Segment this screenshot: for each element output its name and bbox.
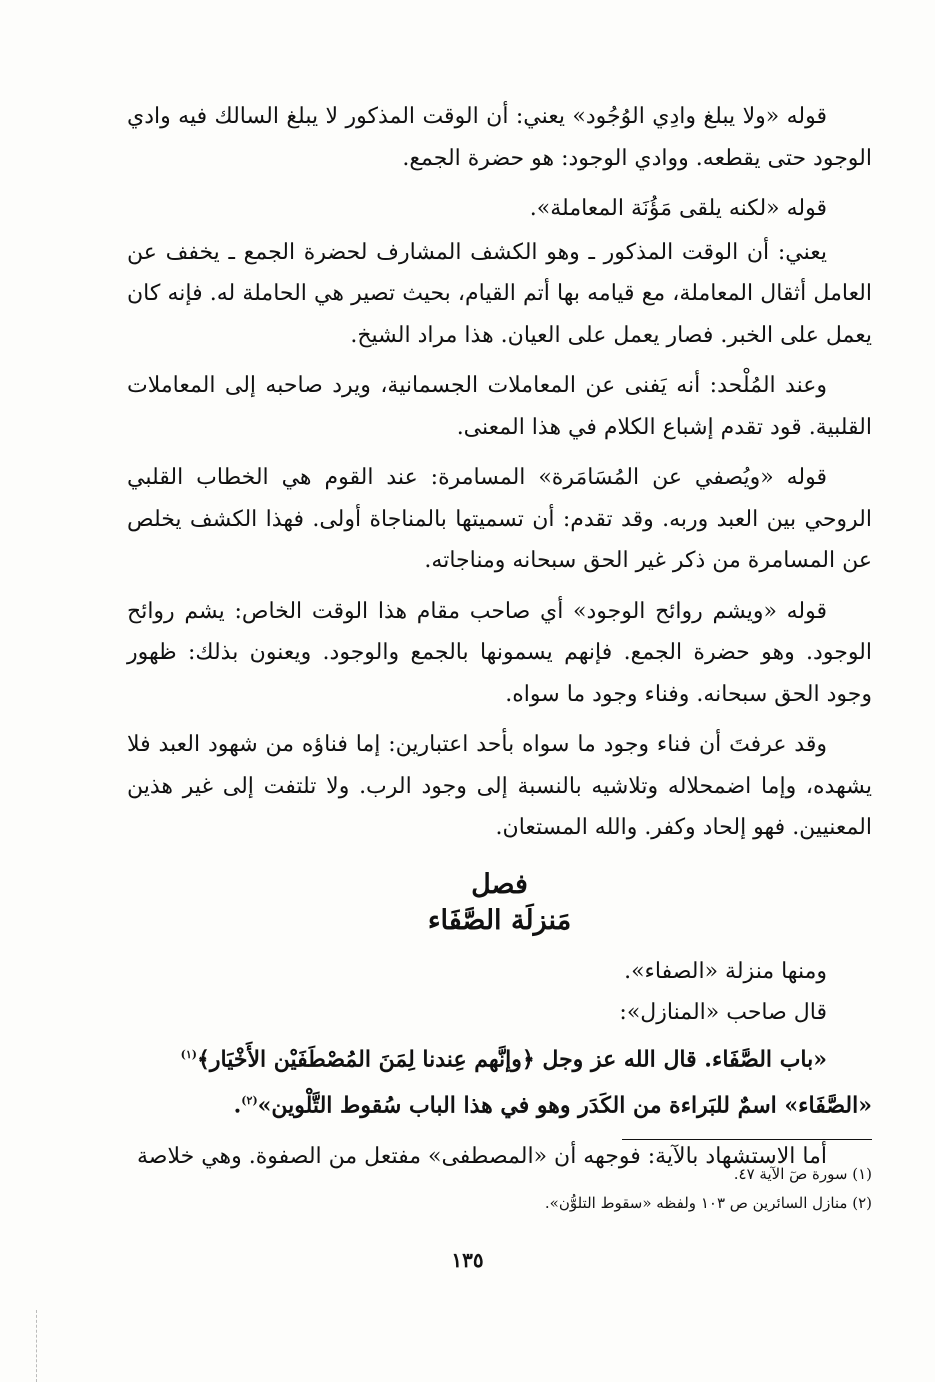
footnote-marker: (١) [180,1047,197,1061]
paragraph: وقد عرفتَ أن فناء وجود ما سواه بأحد اعتبارين: إما فناؤه من شهود العبد فلا يشهده، وإما اضمحلاله وتلاشيه بالنسبة إلى وجود الرب. ولا تلتفت إلى غير هذين المعنيين. فهو إلحاد وكفر. والله المستعان. [127,732,872,840]
paragraph: قوله «ويُصفي عن المُسَامَرة» المسامرة: عند القوم هي الخطاب القلبي الروحي بين العبد وربه. وقد تقدم: أن تسميتها بالمناجاة أولى. فهذا الكشف يخلص عن المسامرة من ذكر غير الحق سبحانه ومناجاته. [127,465,872,573]
footnote-marker: (٢) [241,1094,258,1108]
footnote-divider [622,1139,872,1140]
quoted-text [127,1080,872,1127]
quote-text: «الصَّفَاء» اسمٌ للبَراءة من الكَدَر وهو في هذا الباب سُقوط التَّلْوين» [257,1092,872,1119]
text-line: قال صاحب «المنازل»: [619,1000,827,1025]
main-text [127,96,872,1187]
chapter-label: فصل [471,868,528,900]
footnote: (١) سورة صٓ الآية ٤٧. [733,1165,872,1183]
chapter-heading [127,867,872,939]
paragraph: يعني: أن الوقت المذكور ـ وهو الكشف المشارف لحضرة الجمع ـ يخفف عن العامل أثقال المعاملة، مع قيامه بها أتم القيام، بحيث تصير هي الحاملة له. فإنه كان يعمل على الخبر. فصار يعمل على العيان. هذا مراد الشيخ. [127,239,872,348]
paragraph: قوله «ولا يبلغ وادِي الوُجُود» يعني: أن الوقت المذكور لا يبلغ السالك فيه وادي الوجود حتى يقطعه. ووادي الوجود: هو حضرة الجمع. [127,104,872,171]
text-line: ومنها منزلة «الصفاء». [624,958,827,984]
paragraph: وعند المُلْحد: أنه يَفنى عن المعاملات الجسمانية، ويرد صاحبه إلى المعاملات القلبية. قود تقدم إشباع الكلام في هذا المعنى. [127,373,872,440]
quoted-text [127,1034,872,1081]
scan-edge [36,1310,38,1382]
page-number: ١٣٥ [451,1248,484,1272]
quote-end: . [233,1092,242,1119]
footnotes [127,1160,872,1218]
paragraph: قوله «ويشم روائح الوجود» أي صاحب مقام هذا الوقت الخاص: يشم روائح الوجود. وهو حضرة الجمع. فإنهم يسمونها بالجمع والوجود. ويعنون بذلك: ظهور وجود الحق سبحانه. وفناء وجود ما سواه. [127,598,872,707]
paragraph: أما الاستشهاد بالآية: فوجهه أن «المصطفى» مفتعل من الصفوة. وهي خلاصة [137,1144,827,1170]
quote-text: «باب الصَّفَاء. قال الله عز وجل ﴿وإنَّهم عِندنا لِمَنَ المُصْطَفَيْن الأَخْيَار﴾ [197,1045,827,1072]
chapter-title: مَنزلَة الصَّفَاء [427,904,572,936]
footnote: (٢) منازل السائرين ص ١٠٣ ولفظه «سقوط التلوُّن». [544,1194,872,1212]
paragraph: قوله «لكنه يلقى مَؤُنَة المعاملة». [529,196,827,221]
